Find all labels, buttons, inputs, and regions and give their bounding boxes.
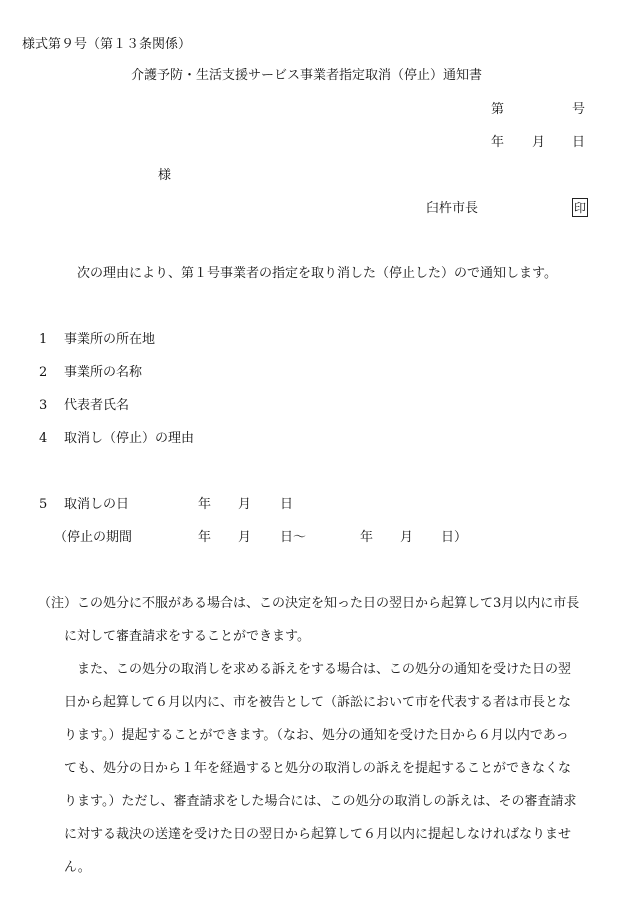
note-line: ん。 — [64, 860, 91, 875]
item-4-number: 4 — [39, 431, 48, 446]
item-2-number: 2 — [39, 365, 48, 380]
cancel-date-year: 年 — [198, 497, 212, 512]
recipient-sama: 様 — [158, 168, 172, 183]
item-2-label: 事業所の名称 — [64, 365, 143, 380]
note-line: ても、処分の日から１年を経過すると処分の取消しの訴えを提起することができなくな — [64, 761, 572, 776]
item-4-label: 取消し（停止）の理由 — [64, 431, 195, 446]
cancel-date-day: 日 — [280, 497, 294, 512]
suspension-year-start: 年 — [198, 530, 212, 545]
cancel-date-number: 5 — [39, 497, 48, 512]
note-line: 日から起算して６月以内に、市を被告として（訴訟において市を代表する者は市長とな — [64, 695, 572, 710]
date-month: 月 — [532, 135, 546, 150]
note-label: （注） — [38, 596, 78, 611]
item-1-number: 1 — [39, 332, 48, 347]
note-line: に対して審査請求をすることができます。 — [64, 629, 310, 644]
item-3-number: 3 — [39, 398, 48, 413]
suspension-month-end: 月 — [400, 530, 414, 545]
document-title: 介護予防・生活支援サービス事業者指定取消（停止）通知書 — [131, 68, 483, 83]
note-line: また、この処分の取消しを求める訴えをする場合は、この処分の通知を受けた日の翌 — [77, 662, 572, 677]
suspension-month-start: 月 — [238, 530, 252, 545]
number-go: 号 — [572, 102, 586, 117]
number-dai: 第 — [491, 102, 505, 117]
suspension-day-end: 日） — [441, 530, 468, 545]
suspension-label: （停止の期間 — [54, 530, 133, 545]
date-year: 年 — [491, 135, 505, 150]
note-line: ります。）ただし、審査請求をした場合には、この処分の取消しの訴えは、その審査請求 — [64, 794, 577, 809]
intro-text: 次の理由により、第１号事業者の指定を取り消した（停止した）ので通知します。 — [77, 266, 557, 281]
cancel-date-month: 月 — [238, 497, 252, 512]
note-line: この処分に不服がある場合は、この決定を知った日の翌日から起算して3月以内に市長 — [77, 596, 580, 611]
issuer: 臼杵市長 — [426, 201, 479, 216]
note-line: ります。）提起することができます。（なお、処分の通知を受けた日から６月以内であっ — [64, 728, 569, 743]
form-label: 様式第９号（第１３条関係） — [22, 37, 192, 52]
suspension-year-end: 年 — [360, 530, 374, 545]
cancel-date-label: 取消しの日 — [64, 497, 130, 512]
suspension-day-start: 日～ — [280, 530, 307, 545]
note-line: に対する裁決の送達を受けた日の翌日から起算して６月以内に提起しなければなりませ — [64, 827, 572, 842]
date-day: 日 — [572, 135, 586, 150]
item-3-label: 代表者氏名 — [64, 398, 130, 413]
seal-mark: 印 — [572, 198, 588, 217]
item-1-label: 事業所の所在地 — [64, 332, 156, 347]
